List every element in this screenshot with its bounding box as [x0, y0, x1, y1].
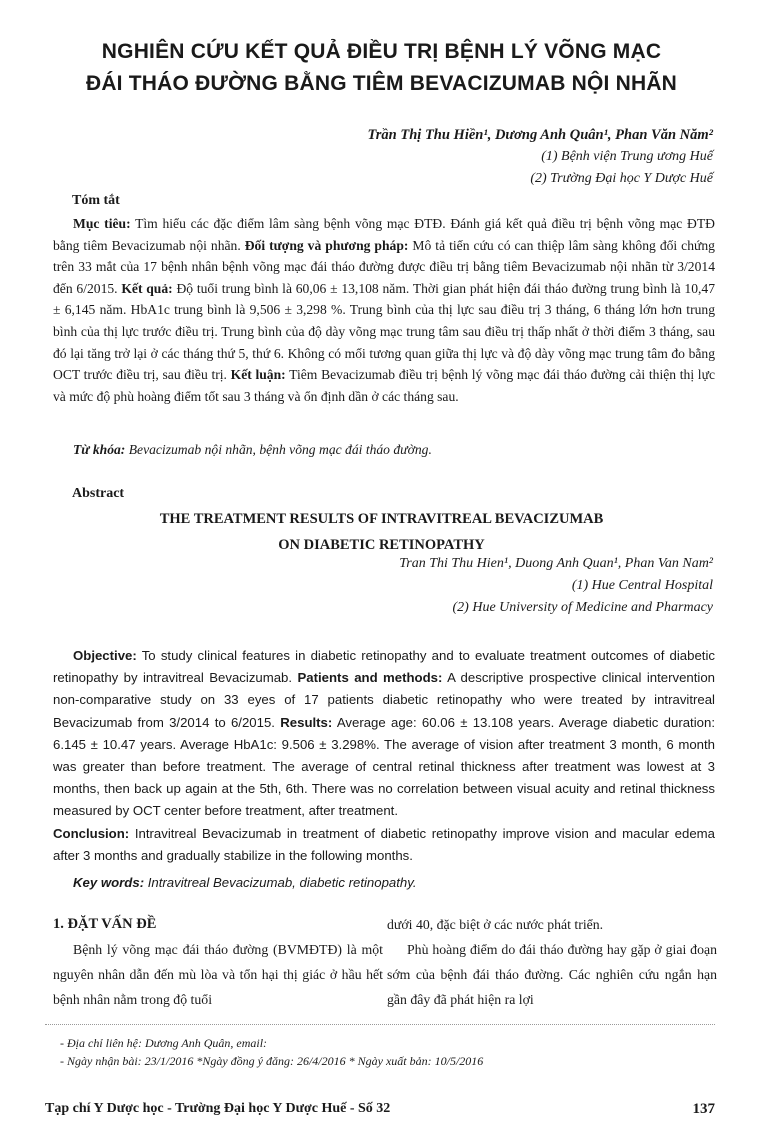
results-text-vi: Độ tuổi trung bình là 60,06 ± 13,108 năm. Thời gian phát hiện đái tháo đường trung bình là 10,47 ± 6,145 năm. HbA1c trung bình là 9,506 ± 3,298 %. Trung bình của thị lực sau điều trị 3 tháng, 6 tháng lớn hơn trung bình của thị lực trước điều trị. Trung bình của độ dày võng mạc trung tâm sau điều trị thấp nhất ở thời điểm 3 tháng, sau đó lại tăng trở lại ở các tháng thứ 5, thứ 6. Không có mối tương quan giữa thị lực và độ dày võng mạc trung tâm đo bằng OCT trước điều trị, sau điều trị.	[53, 280, 716, 383]
keywords-text-en: Intravitreal Bevacizumab, diabetic retinopathy.	[144, 875, 417, 890]
affiliation-en-1: (1) Hue Central Hospital	[571, 578, 713, 593]
conclusion-label-vi: Kết luận:	[230, 367, 286, 383]
section1-right-paragraph: Phù hoàng điểm do đái tháo đường hay gặp ở giai đoạn sớm của bệnh đái tháo đường. Các nghiên cứu ngắn hạn gần đây đã phát hiện ra lợi	[387, 942, 717, 1007]
keywords-en	[73, 872, 417, 894]
title-line-2: ĐÁI THÁO ĐƯỜNG BẰNG TIÊM BEVACIZUMAB NỘI NHÃN	[85, 72, 678, 95]
paper-title	[40, 36, 723, 100]
affiliations-en	[453, 575, 713, 619]
methods-text-vi: Mô tả tiến cứu có can thiệp lâm sàng không đối chứng trên 33 mắt của 17 bệnh nhân bệnh võng mạc đái tháo đường được điều trị bằng tiêm Bevacizumab nội nhãn từ 3/2014 đến 6/2015.	[53, 237, 715, 296]
footnote-contact: - Địa chỉ liên hệ: Dương Anh Quân, email:	[60, 1036, 268, 1050]
keywords-label-vi: Từ khóa:	[73, 442, 126, 457]
conclusion-text-vi: Tiêm Bevacizumab điều trị bệnh lý võng mạc đái tháo đường cải thiện thị lực và mức độ phù hoàng điểm tốt sau 3 tháng và ổn định dần ở các tháng sau.	[53, 367, 715, 404]
keywords-text-vi: Bevacizumab nội nhãn, bệnh võng mạc đái tháo đường.	[125, 442, 432, 457]
section1-right-column	[387, 912, 717, 1012]
results-label-vi: Kết quả:	[121, 280, 173, 296]
abstract-heading: Abstract	[72, 486, 125, 501]
methods-label-en: Patients and methods:	[297, 670, 443, 686]
summary-vi	[53, 213, 715, 407]
methods-label-vi: Đối tượng và phương pháp:	[244, 237, 409, 253]
affiliation-en-2: (2) Hue University of Medicine and Pharmacy	[452, 600, 713, 615]
authors-en: Tran Thi Thu Hien¹, Duong Anh Quan¹, Phan Van Nam²	[399, 556, 713, 571]
section1-left-column	[53, 912, 383, 1012]
page-number: 137	[692, 1101, 715, 1117]
keywords-label-en: Key words:	[73, 875, 145, 890]
results-text-en: Average age: 60.06 ± 13.108 years. Average diabetic duration: 6.145 ± 10.47 years. Average HbA1c: 9.506 ± 3.298%. The average of vision after treatment 3 month, 6 month was greater than before treatment. The average of central retinal thickness after treatment was lowest at 3 months, then back up again at the 5th, 6th. There was no correlation between visual acuity and retinal thickness measured by OCT center before treatment, after treatment.	[53, 714, 715, 819]
affiliation-vi-2: (2) Trường Đại học Y Dược Huế	[530, 171, 713, 186]
objective-text-vi: Tìm hiểu các đặc điểm lâm sàng bệnh võng mạc ĐTĐ. Đánh giá kết quả điều trị bệnh võng mạc ĐTĐ bằng tiêm Bevacizumab nội nhãn.	[53, 216, 715, 253]
methods-text-en: A descriptive prospective clinical intervention non-comparative study on 33 eyes of 17 patients diabetic retinopathy who were treated by intravitreal Bevacizumab from 3/2014 to 6/2015.	[53, 670, 716, 730]
english-title	[40, 506, 723, 558]
summary-heading-vi: Tóm tắt	[72, 193, 120, 208]
summary-vi-paragraph	[53, 213, 715, 407]
affiliation-vi-1: (1) Bệnh viện Trung ương Huế	[541, 149, 713, 164]
objective-text-en: To study clinical features in diabetic retinopathy and to evaluate treatment outcomes of diabetic retinopathy by intravitreal Bevacizumab.	[53, 648, 715, 686]
footnote-dates: - Ngày nhận bài: 23/1/2016 *Ngày đồng ý đăng: 26/4/2016 * Ngày xuất bản: 10/5/2016	[60, 1054, 484, 1068]
objective-label-vi: Mục tiêu:	[73, 216, 131, 231]
english-title-line-1: THE TREATMENT RESULTS OF INTRAVITREAL BEVACIZUMAB	[159, 511, 604, 527]
section1-heading: 1. ĐẶT VẤN ĐỀ	[53, 916, 157, 932]
objective-label-en: Objective:	[73, 648, 137, 663]
abstract-en-paragraph	[53, 645, 715, 823]
conclusion-label-en: Conclusion:	[53, 825, 130, 841]
conclusion-text-en: Intravitreal Bevacizumab in treatment of diabetic retinopathy improve vision and macular edema after 3 months and gradually stabilize in the following months.	[53, 825, 715, 863]
section1-left-paragraph: Bệnh lý võng mạc đái tháo đường (BVMĐTĐ) là một nguyên nhân dẫn đến mù lòa và tổn hại thị giác ở hầu hết bệnh nhân nằm trong độ tuổi	[53, 942, 383, 1007]
section1-right-continuation: dưới 40, đặc biệt ở các nước phát triển.	[387, 917, 604, 932]
title-line-1: NGHIÊN CỨU KẾT QUẢ ĐIỀU TRỊ BỆNH LÝ VÕNG MẠC	[101, 40, 662, 63]
results-label-en: Results:	[280, 714, 333, 730]
abstract-en-conclusion	[53, 823, 715, 867]
affiliations-vi	[530, 146, 713, 190]
english-title-line-2: ON DIABETIC RETINOPATHY	[278, 537, 485, 553]
journal-name: Tạp chí Y Dược học - Trường Đại học Y Dược Huế - Số 32	[45, 1101, 391, 1116]
authors-vi: Trần Thị Thu Hiền¹, Dương Anh Quân¹, Phan Văn Năm²	[367, 127, 713, 143]
keywords-vi	[73, 442, 432, 458]
abstract-en	[53, 645, 715, 867]
footnote-divider	[45, 1024, 715, 1025]
